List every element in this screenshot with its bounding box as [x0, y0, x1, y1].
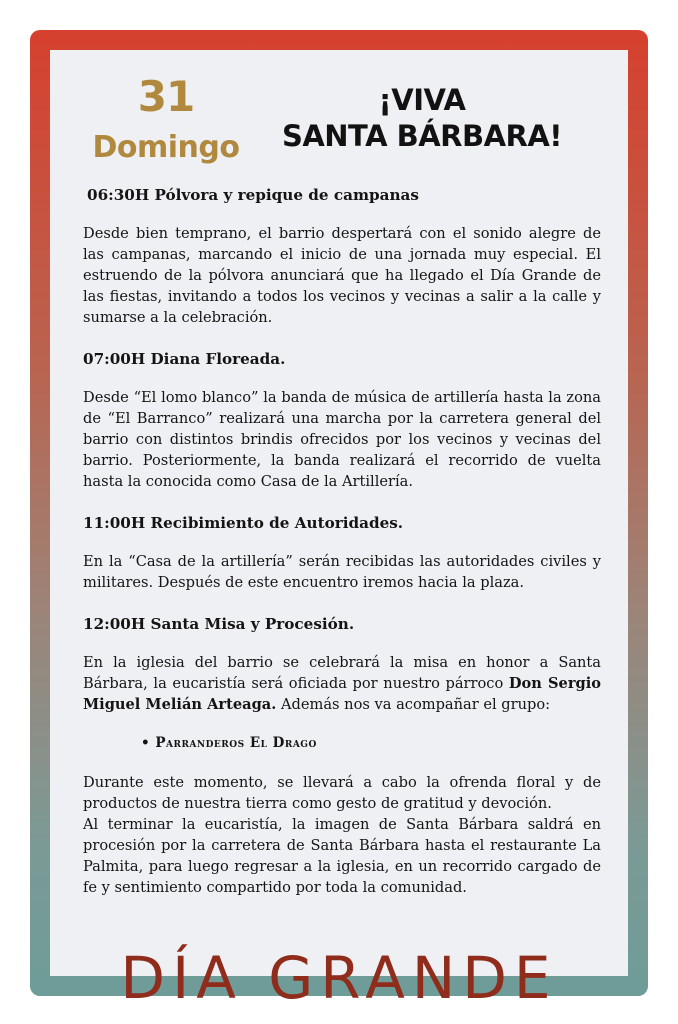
section-misa: [83, 613, 601, 898]
body-outro: Además nos va acompañar el grupo:: [276, 696, 551, 713]
date-weekday: Domingo: [92, 130, 240, 165]
section-autoridades: [83, 512, 601, 593]
program-content: [83, 184, 601, 898]
group-bullet: • Parranderos El Drago: [141, 735, 317, 751]
body-intro: En la iglesia del barrio se celebrará la misa en honor a Santa Bárbara, la eucaristía será oficiada por nuestro párroco: [83, 654, 601, 692]
section-body: [83, 652, 601, 715]
section-title: 07:00H Diana Floreada.: [83, 350, 286, 368]
closing-paragraph-1: Durante este momento, se llevará a cabo la ofrenda floral y de productos de nuestra tierra como gesto de gratitud y devoción.: [83, 774, 601, 812]
date-day-number: 31: [137, 72, 195, 121]
headline-line-2: SANTA BÁRBARA!: [281, 119, 563, 153]
section-body: En la “Casa de la artillería” serán recibidas las autoridades civiles y militares. Después de este encuentro iremos hacia la plaza.: [83, 553, 601, 591]
headline-line-1: ¡VIVA: [378, 83, 466, 117]
closing-paragraph-2: Al terminar la eucaristía, la imagen de Santa Bárbara saldrá en procesión por la carretera de Santa Bárbara hasta el restaurante La Palmita, para luego regresar a la iglesia, en un recorrido cargado de fe y sentimiento compartido por toda la comunidad.: [83, 816, 601, 896]
footer-title: DÍA GRANDE: [120, 944, 558, 1012]
section-title: 12:00H Santa Misa y Procesión.: [83, 615, 355, 633]
section-body: Desde bien temprano, el barrio despertará con el sonido alegre de las campanas, marcando el inicio de una jornada muy especial. El estruendo de la pólvora anunciará que ha llegado el Día Grande de las fiestas, invitando a todos los vecinos y vecinas a salir a la calle y sumarse a la celebración.: [83, 225, 601, 326]
priest-name: Don Sergio Miguel Melián Arteaga.: [83, 675, 601, 713]
section-title: 06:30H Pólvora y repique de campanas: [87, 186, 419, 204]
section-title: 11:00H Recibimiento de Autoridades.: [83, 514, 404, 532]
section-diana: [83, 348, 601, 492]
headline: [262, 82, 582, 154]
section-polvora: [83, 184, 601, 328]
section-body: Desde “El lomo blanco” la banda de música de artillería hasta la zona de “El Barranco” realizará una marcha por la carretera general del barrio con distintos brindis ofrecidos por los vecinos y vecinas del barrio. Posteriormente, la banda realizará el recorrido de vuelta hasta la conocida como Casa de la Artillería.: [83, 389, 601, 490]
